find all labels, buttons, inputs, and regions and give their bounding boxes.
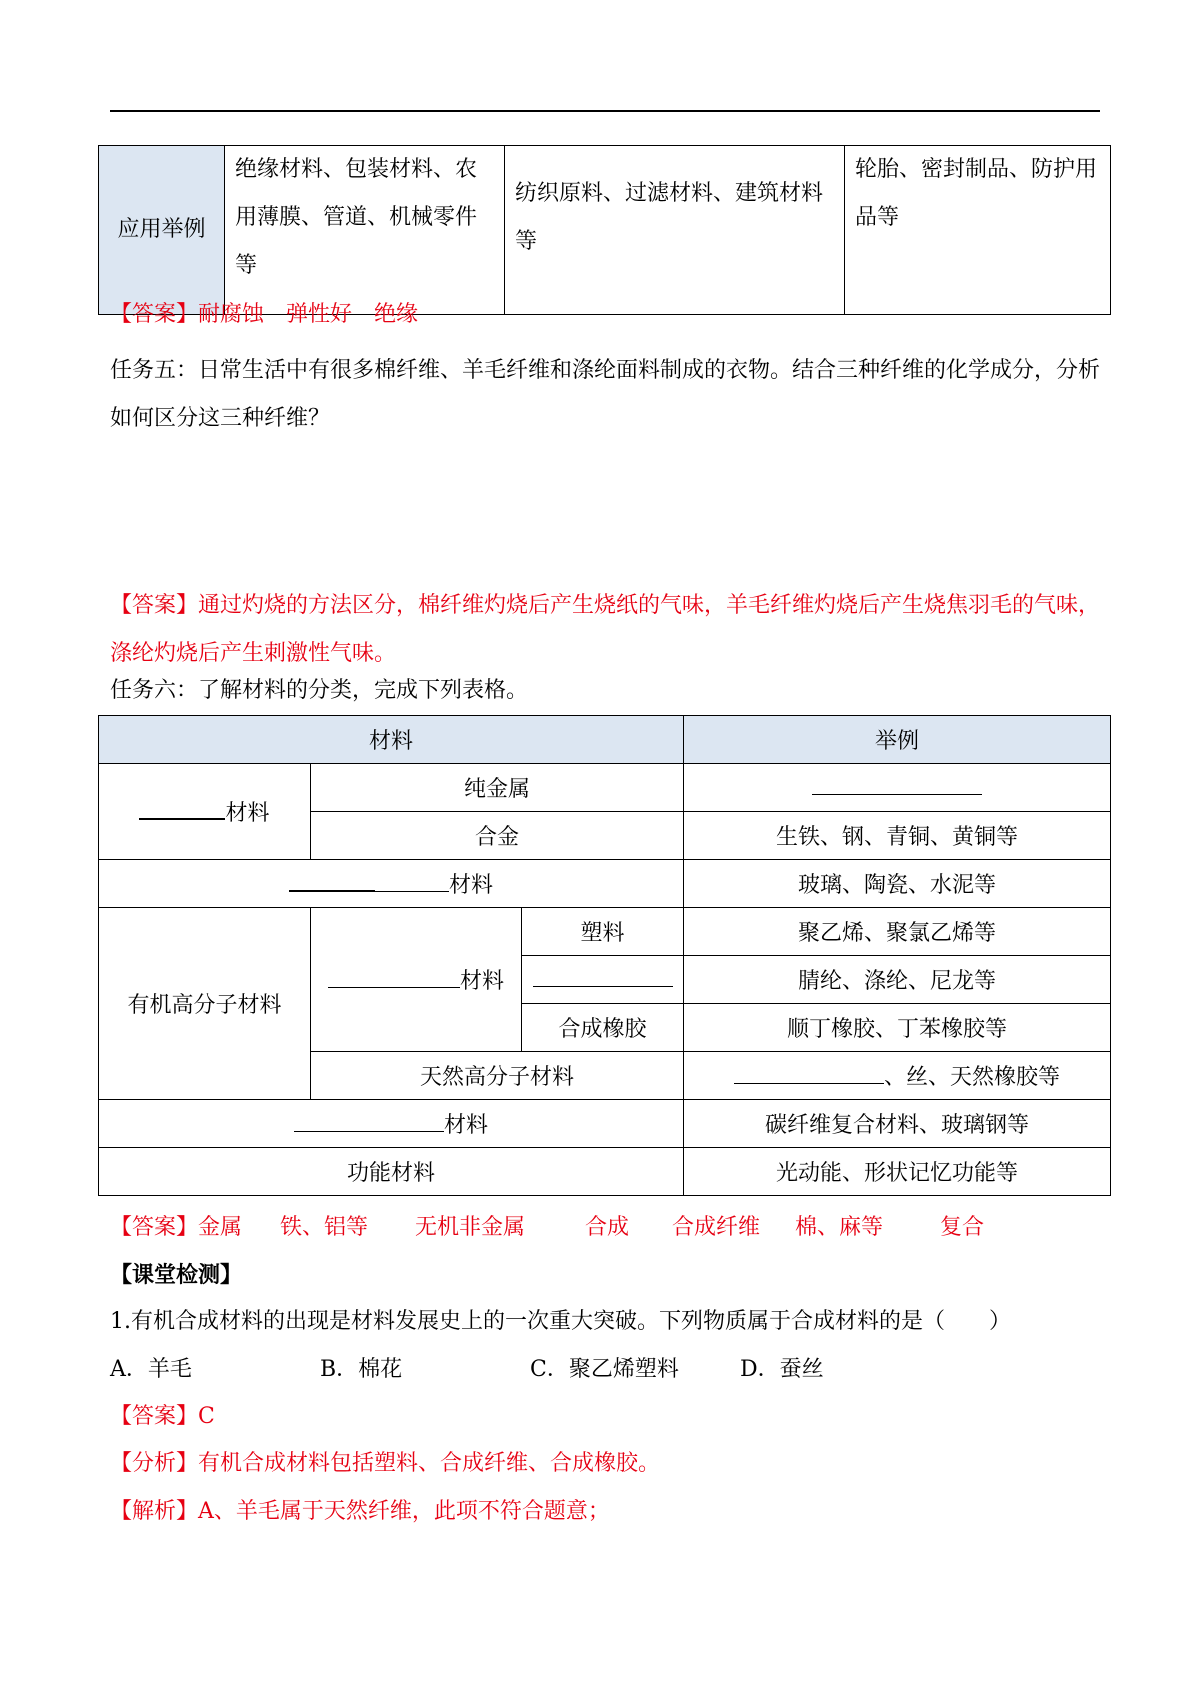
answer-tag: 【答案】 <box>110 302 199 327</box>
fill-blank <box>328 967 460 988</box>
explanation-text: A、羊毛属于天然纤维，此项不符合题意； <box>198 1499 610 1524</box>
table-row <box>99 764 1111 812</box>
answer-text: C <box>198 1404 215 1429</box>
column-header: 举例 <box>684 716 1111 764</box>
table-cell: 纺织原料、过滤材料、建筑材料等 <box>505 146 845 315</box>
table-cell: 合金 <box>311 812 684 860</box>
answer-item: 合成纤维 <box>672 1215 761 1240</box>
option-a: A．羊毛 <box>110 1357 192 1382</box>
table-cell: 绝缘材料、包装材料、农用薄膜、管道、机械零件等 <box>225 146 505 315</box>
analysis-tag: 【分析】 <box>110 1451 199 1476</box>
fill-blank <box>139 798 225 820</box>
application-examples-table <box>98 145 1111 315</box>
table-cell <box>311 908 522 1052</box>
row-header-cell: 应用举例 <box>99 146 225 315</box>
table-cell: 光动能、形状记忆功能等 <box>684 1148 1111 1196</box>
fill-blank <box>375 871 449 892</box>
cell-text: 、丝、天然橡胶等 <box>884 1065 1061 1090</box>
answer-tag: 【答案】 <box>110 1404 199 1429</box>
table-cell <box>99 1100 684 1148</box>
cell-text: 材料 <box>449 873 494 898</box>
section-title: 【课堂检测】 <box>110 1262 243 1288</box>
material-classification-table <box>98 715 1111 1196</box>
table-cell: 天然高分子材料 <box>311 1052 684 1100</box>
table-cell: 玻璃、陶瓷、水泥等 <box>684 860 1111 908</box>
table-cell: 有机高分子材料 <box>99 908 311 1100</box>
table-cell: 聚乙烯、聚氯乙烯等 <box>684 908 1111 956</box>
answer-item: 棉、麻等 <box>795 1215 884 1240</box>
analysis-line <box>110 1448 660 1480</box>
answer-item: 合成 <box>585 1215 630 1240</box>
table-cell: 轮胎、密封制品、防护用品等 <box>845 146 1111 315</box>
answer-line <box>110 299 418 331</box>
table-cell <box>684 1052 1111 1100</box>
task-five-text: 任务五：日常生活中有很多棉纤维、羊毛纤维和涤纶面料制成的衣物。结合三种纤维的化学成分，分析如何区分这三种纤维？ <box>110 358 1101 431</box>
table-cell <box>99 860 684 908</box>
table-cell: 合成橡胶 <box>522 1004 684 1052</box>
fill-blank <box>734 1063 884 1084</box>
table-cell: 塑料 <box>522 908 684 956</box>
fill-blank <box>812 774 982 795</box>
answer-item: 金属 <box>198 1215 243 1240</box>
answer-line <box>110 582 1105 678</box>
cell-text: 材料 <box>225 801 270 826</box>
table-cell <box>522 956 684 1004</box>
answer-text: 通过灼烧的方法区分，棉纤维灼烧后产生烧纸的气味，羊毛纤维灼烧后产生烧焦羽毛的气味，涤纶灼烧后产生刺激性气味。 <box>110 593 1101 666</box>
question-text: 1.有机合成材料的出现是材料发展史上的一次重大突破。下列物质属于合成材料的是（ ） <box>110 1309 1011 1334</box>
table-cell: 腈纶、涤纶、尼龙等 <box>684 956 1111 1004</box>
header-rule <box>110 110 1100 112</box>
option-c: C．聚乙烯塑料 <box>530 1357 679 1382</box>
table-row <box>99 860 1111 908</box>
option-d: D．蚕丝 <box>740 1357 824 1382</box>
table-cell <box>684 764 1111 812</box>
answer-item: 铁、铝等 <box>280 1215 369 1240</box>
explanation-tag: 【解析】 <box>110 1499 199 1524</box>
answer-line <box>110 1212 985 1244</box>
table-row <box>99 908 1111 956</box>
answer-tag: 【答案】 <box>110 593 199 618</box>
analysis-text: 有机合成材料包括塑料、合成纤维、合成橡胶。 <box>198 1451 661 1476</box>
table-cell: 功能材料 <box>99 1148 684 1196</box>
answer-tag: 【答案】 <box>110 1215 199 1240</box>
column-header: 材料 <box>99 716 684 764</box>
table-row <box>99 1100 1111 1148</box>
fill-blank <box>533 966 673 987</box>
cell-text: 材料 <box>444 1113 489 1138</box>
table-row <box>99 1148 1111 1196</box>
table-header-row <box>99 716 1111 764</box>
table-cell: 碳纤维复合材料、玻璃钢等 <box>684 1100 1111 1148</box>
fill-blank <box>289 870 375 892</box>
table-cell: 纯金属 <box>311 764 684 812</box>
table-cell: 顺丁橡胶、丁苯橡胶等 <box>684 1004 1111 1052</box>
answer-text: 耐腐蚀 弹性好 绝缘 <box>198 302 419 327</box>
table-cell <box>99 764 311 860</box>
fill-blank <box>294 1111 444 1132</box>
answer-line <box>110 1401 215 1433</box>
task-six-text: 任务六：了解材料的分类，完成下列表格。 <box>110 678 529 703</box>
table-row <box>99 146 1111 315</box>
cell-text: 材料 <box>459 969 504 994</box>
option-b: B．棉花 <box>320 1357 403 1382</box>
answer-item: 复合 <box>940 1215 985 1240</box>
table-cell: 生铁、钢、青铜、黄铜等 <box>684 812 1111 860</box>
explanation-line <box>110 1496 610 1528</box>
answer-item: 无机非金属 <box>415 1215 526 1240</box>
